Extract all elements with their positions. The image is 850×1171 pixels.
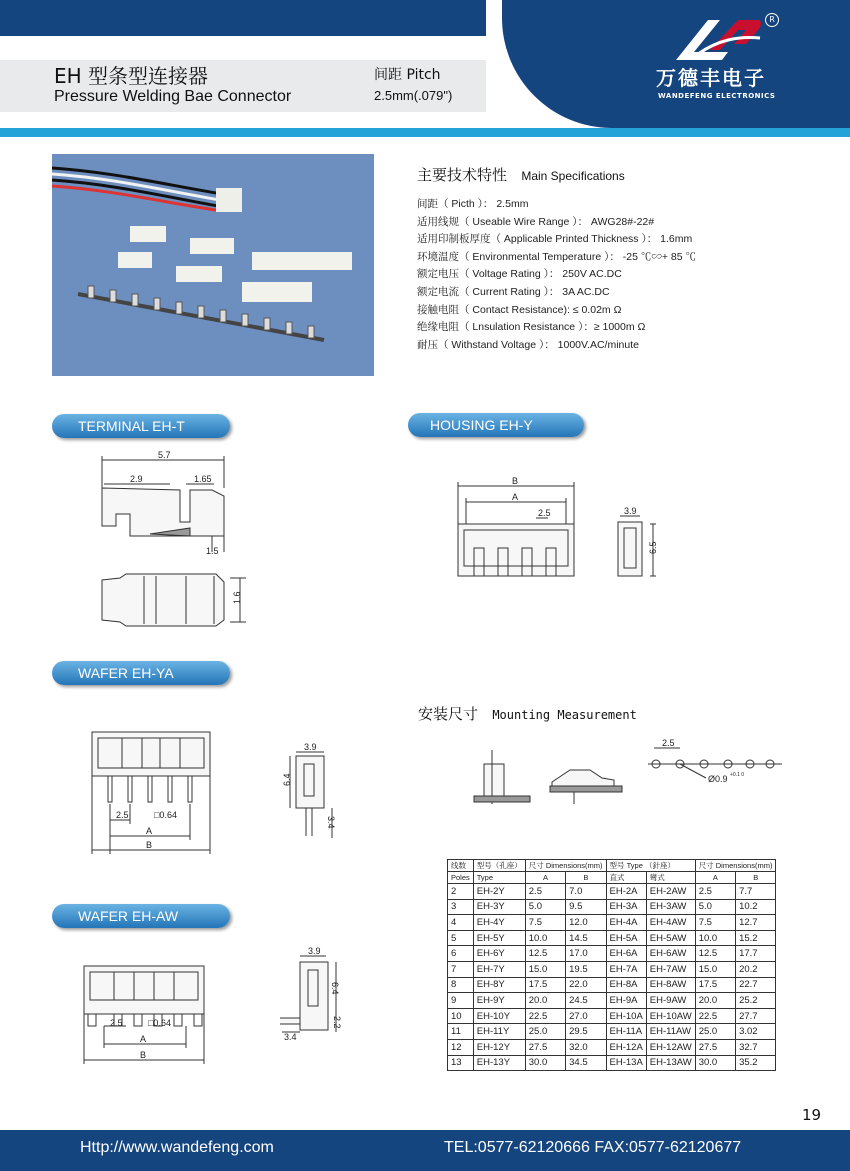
table-cell: 12.5: [695, 946, 735, 962]
table-cell: EH-8AW: [646, 977, 695, 993]
table-cell: 7.0: [566, 884, 606, 900]
logo-name-en: WANDEFENG ELECTRONICS: [658, 92, 776, 100]
table-cell: 10.0: [525, 930, 565, 946]
table-cell: 20.0: [525, 993, 565, 1009]
table-cell: 27.5: [695, 1039, 735, 1055]
wafer-aw-side-drawing: [276, 946, 356, 1042]
specs-title: [417, 164, 625, 185]
table-cell: 25.0: [695, 1024, 735, 1040]
mounting-title: [418, 703, 637, 724]
table-cell: 2.5: [525, 884, 565, 900]
section-housing-label: HOUSING EH-Y: [408, 413, 584, 437]
table-cell: 30.0: [525, 1055, 565, 1071]
ya-dim-3-4: 3.4: [326, 816, 336, 829]
table-cell: EH-11AW: [646, 1024, 695, 1040]
table-cell: 15.0: [695, 961, 735, 977]
table-cell: EH-10Y: [473, 1008, 525, 1024]
table-cell: 27.0: [566, 1008, 606, 1024]
table-cell: 12.7: [736, 915, 776, 931]
table-cell: 7.5: [695, 915, 735, 931]
table-cell: EH-9Y: [473, 993, 525, 1009]
table-cell: 27.7: [736, 1008, 776, 1024]
mount-dim-tolerance: +0.1 0: [730, 772, 745, 778]
table-cell: EH-2A: [606, 884, 646, 900]
housing-dim-a: A: [512, 492, 519, 502]
table-cell: EH-5AW: [646, 930, 695, 946]
spec-item: 额定电压（ Voltage Rating ）： 250V AC.DC: [417, 268, 622, 281]
header-accent-bar: [0, 128, 850, 137]
table-cell: EH-4Y: [473, 915, 525, 931]
ya-dim-b: B: [146, 840, 153, 850]
dimensions-table: [447, 859, 776, 1071]
table-row: [448, 1024, 776, 1040]
spec-item: 适用线规（ Useable Wire Range ）： AWG28#-22#: [417, 215, 655, 228]
table-cell: 3: [448, 899, 474, 915]
title-cn: EH 型条型连接器: [54, 64, 209, 88]
table-cell: 8: [448, 977, 474, 993]
aw-dim-a: A: [140, 1034, 147, 1044]
dim-2-9: 2.9: [130, 474, 143, 484]
table-cell: 5.0: [695, 899, 735, 915]
table-cell: 4: [448, 915, 474, 931]
table-cell: EH-12A: [606, 1039, 646, 1055]
table-cell: EH-13Y: [473, 1055, 525, 1071]
section-terminal-label: TERMINAL EH-T: [52, 414, 230, 438]
table-cell: 7: [448, 961, 474, 977]
table-cell: 34.5: [566, 1055, 606, 1071]
table-cell: 3.02: [736, 1024, 776, 1040]
table-cell: 22.7: [736, 977, 776, 993]
table-cell: EH-3AW: [646, 899, 695, 915]
mount-dim-0-9: Ø0.9: [708, 774, 728, 784]
spec-item: 环境温度（ Environmental Temperature ）： -25 ℃∽+ 85 ℃: [417, 250, 697, 263]
table-cell: EH-6AW: [646, 946, 695, 962]
table-cell: EH-12Y: [473, 1039, 525, 1055]
dim-1-6: 1.6: [232, 591, 242, 604]
table-cell: EH-7Y: [473, 961, 525, 977]
header-top-bar: [0, 0, 486, 36]
housing-dim-2-5: 2.5: [538, 508, 551, 518]
table-cell: 20.2: [736, 961, 776, 977]
housing-dim-b: B: [512, 476, 519, 486]
title-en: Pressure Welding Bae Connector: [54, 88, 292, 105]
table-row: [448, 884, 776, 900]
table-cell: 35.2: [736, 1055, 776, 1071]
ya-dim-2-5: 2.5: [116, 810, 129, 820]
table-cell: 32.0: [566, 1039, 606, 1055]
table-cell: 5: [448, 930, 474, 946]
table-cell: 11: [448, 1024, 474, 1040]
spec-item: 耐压（ Withstand Voltage ）： 1000V.AC/minute: [417, 338, 639, 351]
table-cell: EH-11A: [606, 1024, 646, 1040]
table-row: [448, 977, 776, 993]
aw-dim-3-9: 3.9: [308, 946, 321, 956]
aw-dim-b: B: [140, 1050, 147, 1060]
ya-dim-a: A: [146, 826, 153, 836]
table-row: [448, 1039, 776, 1055]
table-cell: 13: [448, 1055, 474, 1071]
table-cell: 32.7: [736, 1039, 776, 1055]
aw-dim-2-5: 2.5: [110, 1018, 123, 1028]
table-cell: EH-3A: [606, 899, 646, 915]
table-cell: EH-6Y: [473, 946, 525, 962]
table-cell: EH-2Y: [473, 884, 525, 900]
table-cell: EH-8Y: [473, 977, 525, 993]
table-cell: 2: [448, 884, 474, 900]
table-cell: EH-12AW: [646, 1039, 695, 1055]
table-cell: 24.5: [566, 993, 606, 1009]
product-photo: [52, 154, 374, 376]
spec-item: 适用印制板厚度（ Applicable Printed Thickness ）： 1.6mm: [417, 233, 693, 246]
table-row: [448, 1055, 776, 1071]
section-wafer-ya-label: WAFER EH-YA: [52, 661, 230, 685]
wafer-ya-side-drawing: [276, 742, 346, 842]
table-cell: 17.5: [695, 977, 735, 993]
dim-1-5: 1.5: [206, 546, 219, 556]
spec-item: 接触电阻（ Contact Resistance): ≤ 0.02m Ω: [417, 303, 622, 316]
table-cell: 22.5: [695, 1008, 735, 1024]
housing-dim-6-5: 6.5: [648, 541, 658, 554]
pitch-label: 间距 Pitch: [374, 67, 441, 83]
table-cell: EH-2AW: [646, 884, 695, 900]
aw-dim-0-64: □0.64: [148, 1018, 171, 1028]
footer-contact: TEL:0577-62120666 FAX:0577-62120677: [444, 1139, 742, 1156]
table-row: [448, 930, 776, 946]
table-cell: 30.0: [695, 1055, 735, 1071]
terminal-drawing: [90, 448, 260, 638]
table-cell: 12.5: [525, 946, 565, 962]
table-cell: EH-4A: [606, 915, 646, 931]
table-cell: EH-10A: [606, 1008, 646, 1024]
table-cell: 12.0: [566, 915, 606, 931]
table-cell: 29.5: [566, 1024, 606, 1040]
housing-dim-3-9: 3.9: [624, 506, 637, 516]
aw-dim-3-4: 3.4: [284, 1032, 297, 1042]
specs-title-cn: 主要技术特性: [417, 166, 508, 184]
table-cell: EH-13AW: [646, 1055, 695, 1071]
table-cell: EH-11Y: [473, 1024, 525, 1040]
dim-5-7: 5.7: [158, 450, 171, 460]
table-cell: EH-4AW: [646, 915, 695, 931]
table-cell: 17.0: [566, 946, 606, 962]
aw-dim-6-4: 6.4: [330, 982, 340, 995]
table-cell: 22.5: [525, 1008, 565, 1024]
table-row: [448, 961, 776, 977]
table-row: [448, 915, 776, 931]
table-cell: 10.0: [695, 930, 735, 946]
ya-dim-3-9: 3.9: [304, 742, 317, 752]
table-cell: EH-7AW: [646, 961, 695, 977]
table-cell: 5.0: [525, 899, 565, 915]
table-cell: EH-6A: [606, 946, 646, 962]
table-cell: 14.5: [566, 930, 606, 946]
table-cell: 6: [448, 946, 474, 962]
table-cell: 7.7: [736, 884, 776, 900]
table-cell: 19.5: [566, 961, 606, 977]
specs-title-en: Main Specifications: [521, 169, 625, 183]
table-cell: EH-10AW: [646, 1008, 695, 1024]
table-cell: 17.7: [736, 946, 776, 962]
table-cell: EH-9A: [606, 993, 646, 1009]
table-cell: EH-9AW: [646, 993, 695, 1009]
dim-1-65: 1.65: [194, 474, 212, 484]
table-cell: 9.5: [566, 899, 606, 915]
table-cell: 27.5: [525, 1039, 565, 1055]
table-cell: 25.2: [736, 993, 776, 1009]
page-number: 19: [802, 1106, 822, 1124]
ya-dim-0-64: □0.64: [154, 810, 177, 820]
table-cell: 17.5: [525, 977, 565, 993]
footer-website-link[interactable]: Http://www.wandefeng.com: [80, 1139, 274, 1156]
section-wafer-aw-label: WAFER EH-AW: [52, 904, 230, 928]
table-cell: 20.0: [695, 993, 735, 1009]
table-cell: 2.5: [695, 884, 735, 900]
table-cell: 7.5: [525, 915, 565, 931]
spec-item: 间距（ Picth ）： 2.5mm: [417, 198, 529, 210]
registered-mark: R: [765, 13, 779, 27]
ya-dim-6-4: 6.4: [282, 773, 292, 786]
mount-dim-2-5: 2.5: [662, 738, 675, 748]
table-header-row: 线数 型号（孔座） 尺寸 Dimensions(mm) 型号 Type （針座） 尺寸 Dimensions(mm): [448, 860, 776, 872]
mounting-title-cn: 安装尺寸: [418, 705, 479, 723]
logo-name-cn: 万德丰电子: [656, 66, 766, 90]
table-cell: 10.2: [736, 899, 776, 915]
housing-drawing: [450, 472, 670, 584]
table-row: [448, 993, 776, 1009]
table-cell: EH-5Y: [473, 930, 525, 946]
table-cell: EH-5A: [606, 930, 646, 946]
table-cell: EH-13A: [606, 1055, 646, 1071]
mounting-title-en: Mounting Measurement: [492, 708, 637, 722]
wafer-aw-drawing: [76, 960, 226, 1064]
table-cell: 15.0: [525, 961, 565, 977]
table-cell: 15.2: [736, 930, 776, 946]
table-subheader-row: Poles Type A B 直式 彎式 A B: [448, 872, 776, 884]
table-cell: EH-7A: [606, 961, 646, 977]
table-cell: EH-3Y: [473, 899, 525, 915]
specs-list: [417, 196, 696, 354]
company-logo-icon: [668, 14, 764, 64]
table-row: [448, 899, 776, 915]
table-cell: 12: [448, 1039, 474, 1055]
table-row: [448, 1008, 776, 1024]
wafer-ya-drawing: [84, 724, 224, 858]
table-cell: EH-8A: [606, 977, 646, 993]
table-cell: 22.0: [566, 977, 606, 993]
table-row: [448, 946, 776, 962]
pitch-value: 2.5mm(.079"): [374, 88, 453, 103]
spec-item: 额定电流（ Current Rating ）： 3A AC.DC: [417, 285, 610, 298]
table-body: [448, 884, 776, 1071]
connectors-photo-illustration: [52, 154, 374, 376]
table-cell: 10: [448, 1008, 474, 1024]
mounting-drawing: [470, 738, 790, 808]
table-cell: 9: [448, 993, 474, 1009]
table-cell: 25.0: [525, 1024, 565, 1040]
spec-item: 绝缘电阻（ Lnsulation Resistance ）：≥ 1000m Ω: [417, 321, 646, 334]
aw-dim-2-2: 2.2: [332, 1016, 342, 1029]
